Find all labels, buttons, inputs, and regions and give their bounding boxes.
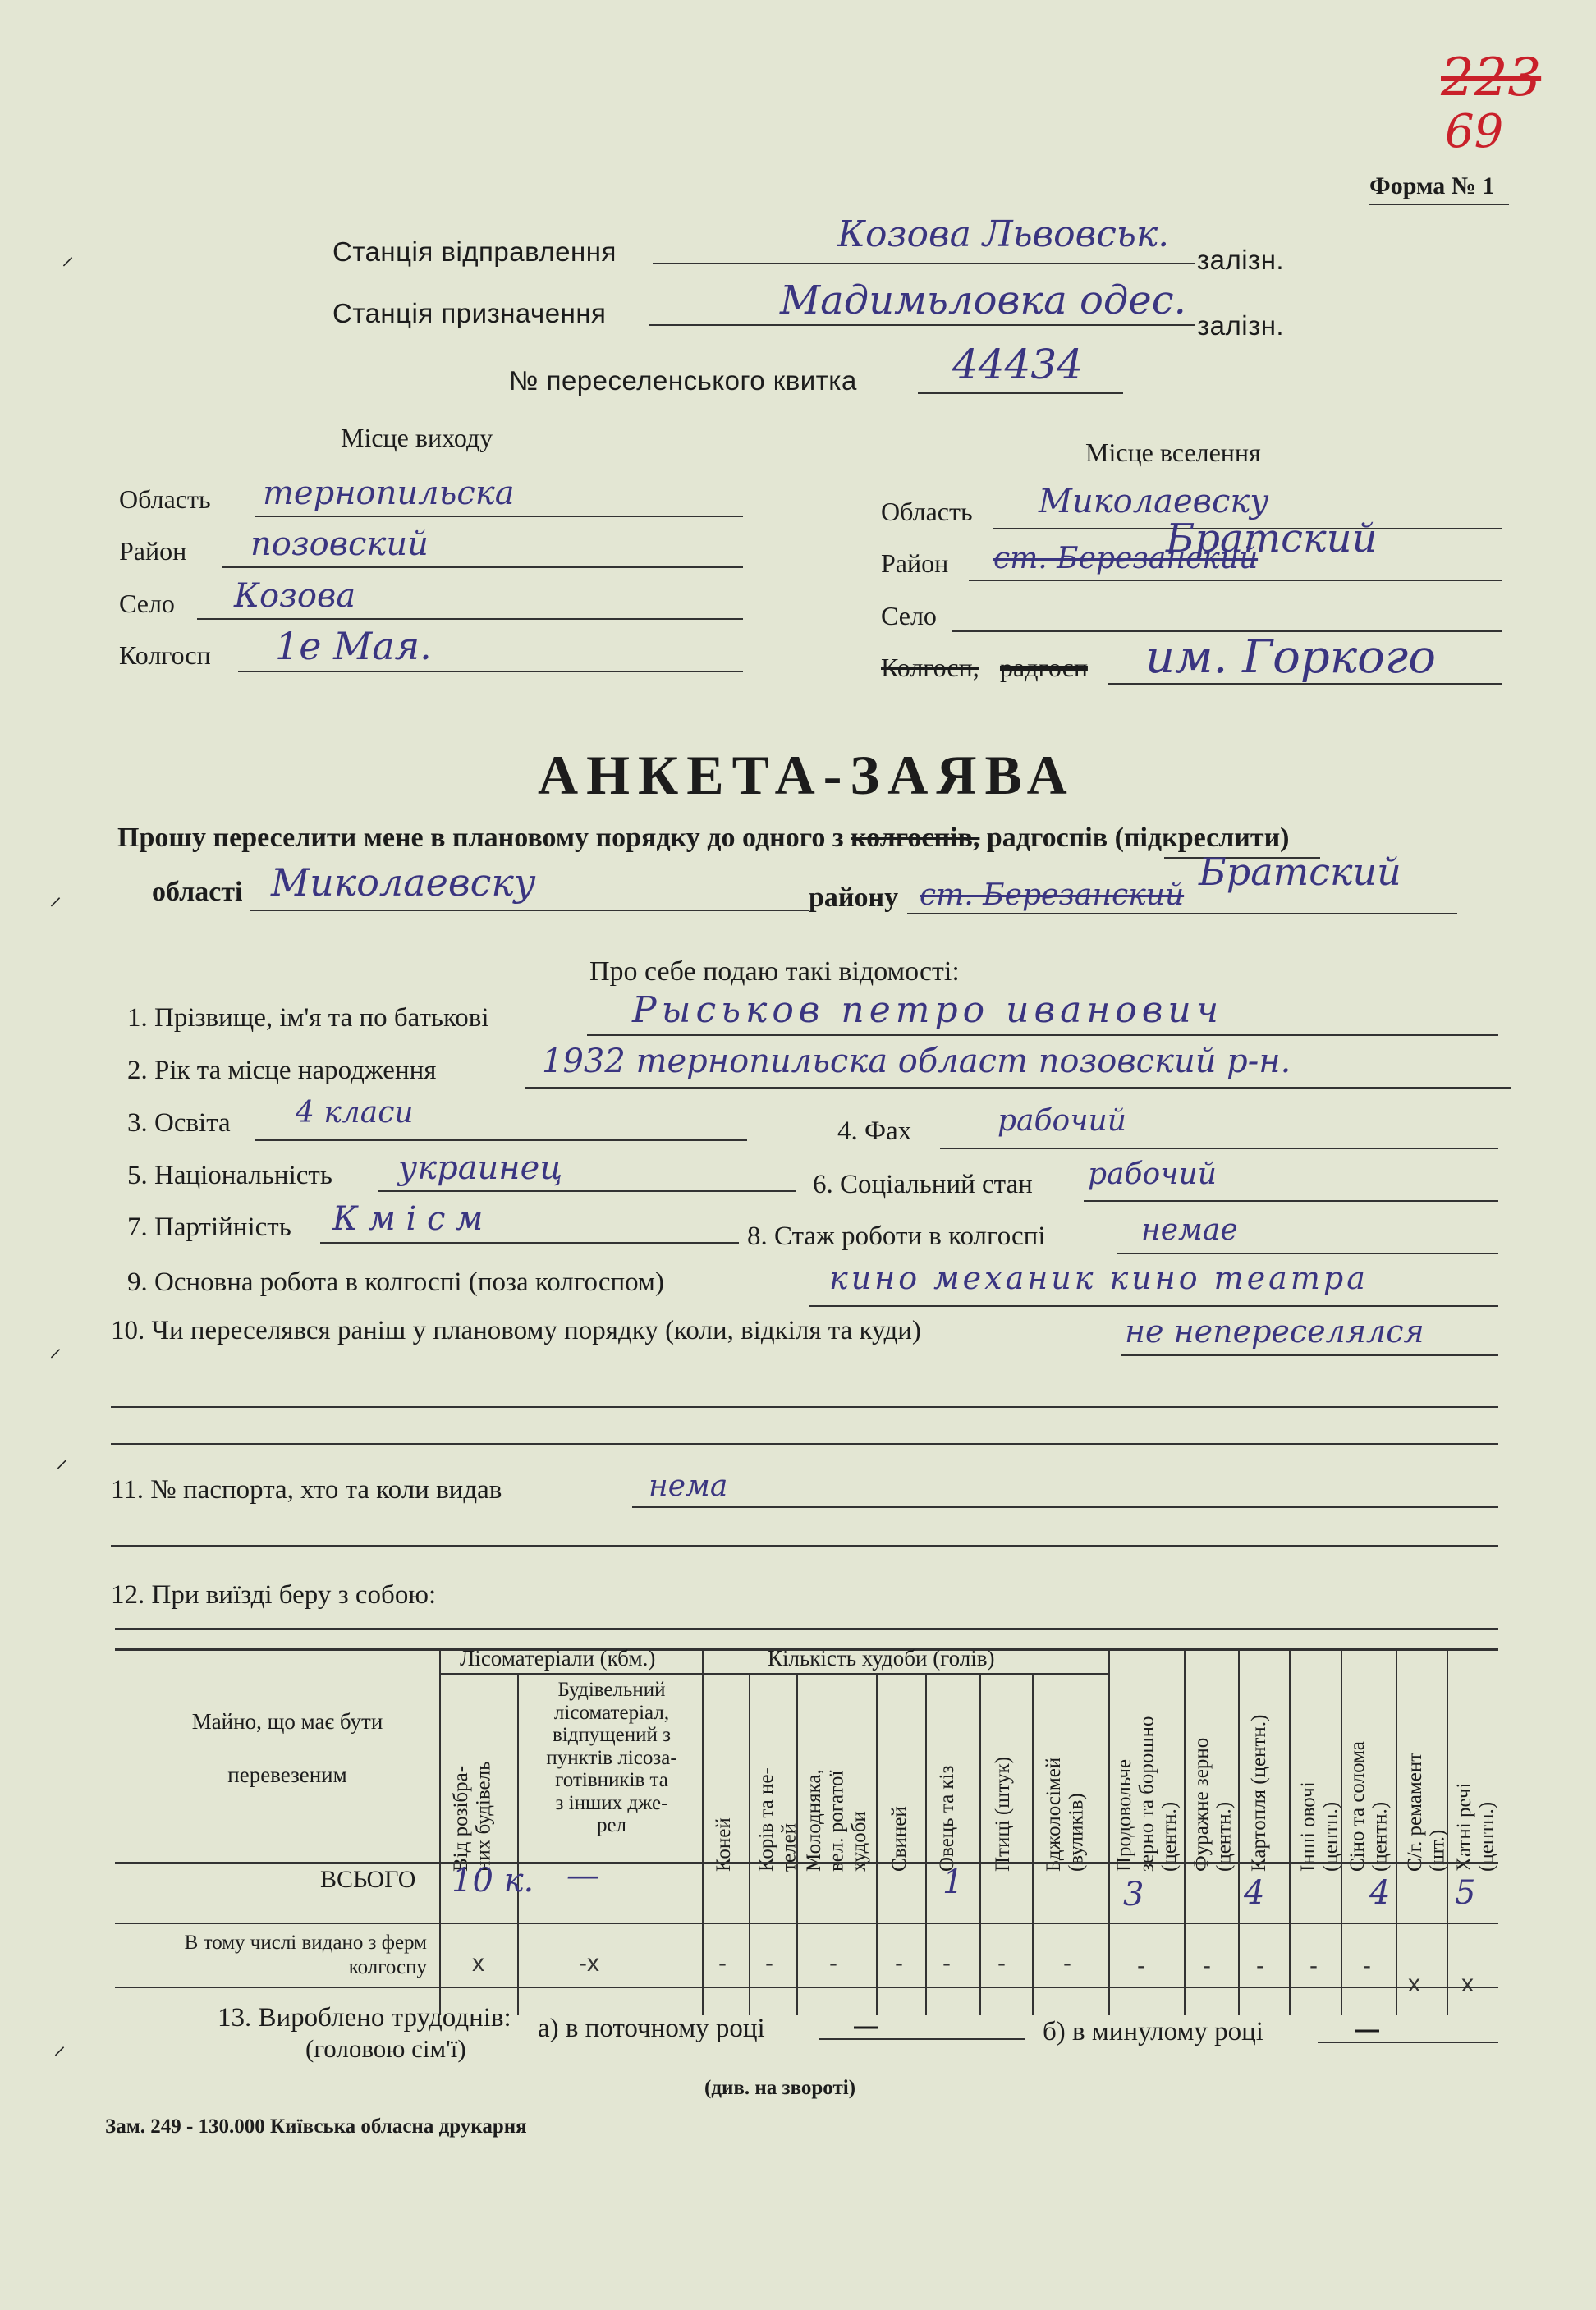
col-header-7: Овець та кіз xyxy=(936,1765,958,1872)
farm-cell-12: - xyxy=(1256,1952,1264,1979)
origin-selo-value: Козова xyxy=(234,577,356,615)
farm-cell-3: - xyxy=(718,1950,727,1977)
field-6-value: рабочий xyxy=(1088,1157,1217,1191)
total-cell-1: 10 к. xyxy=(452,1862,534,1900)
workdays-sublabel: (головою сім'ї) xyxy=(305,2034,466,2063)
field-8-value: немае xyxy=(1141,1213,1238,1247)
workdays-current-label: а) в поточному році xyxy=(538,2014,765,2043)
field-6-label: 6. Соціальний стан xyxy=(813,1170,1033,1199)
field-1-label: 1. Прізвище, ім'я та по батькові xyxy=(127,1003,489,1033)
col-header-9: Бджолосімей (вуликів) xyxy=(1043,1757,1088,1872)
total-cell-14: 4 xyxy=(1369,1874,1391,1912)
field-4-value: рабочий xyxy=(998,1104,1126,1138)
col-header-15: С/г. ремамент (шт.) xyxy=(1404,1752,1449,1872)
field-11-value: нема xyxy=(649,1469,728,1503)
request-oblast-value: Миколаевску xyxy=(271,860,536,905)
destination-selo-label: Село xyxy=(881,601,937,630)
col-header-5: Молодняка, вел. рогатої худоби xyxy=(803,1769,870,1872)
workdays-last-value: — xyxy=(1355,2016,1379,2043)
field-7-label: 7. Партійність xyxy=(127,1212,291,1242)
margin-mark: ⸝ xyxy=(62,243,74,270)
request-text xyxy=(117,823,1290,854)
col-header-8: Птиці (штук) xyxy=(992,1756,1014,1872)
form-number: Форма № 1 xyxy=(1369,172,1495,199)
total-cell-7: 1 xyxy=(942,1863,964,1901)
field-3-value: 4 класи xyxy=(296,1096,414,1130)
origin-raion-value: позовский xyxy=(250,525,429,563)
farm-cell-4: - xyxy=(765,1950,773,1977)
page-title: АНКЕТА-ЗАЯВА xyxy=(538,744,1075,806)
field-5-value: украинец xyxy=(398,1149,563,1187)
field-12-label: 12. При виїзді беру з собою: xyxy=(111,1580,437,1610)
table-row-farm-label: В тому числі видано з ферм колгоспу xyxy=(184,1932,427,1978)
farm-cell-11: - xyxy=(1203,1952,1211,1979)
table-row-header: Майно, що має бути перевезеним xyxy=(191,1709,383,1787)
destination-raion-value: Братский xyxy=(1166,516,1378,561)
farm-cell-10: - xyxy=(1137,1952,1145,1979)
field-1-value: Рыськов петро иванович xyxy=(632,989,1224,1031)
farm-cell-16: х xyxy=(1461,1970,1474,1997)
destination-kolhosp-value: им. Горкого xyxy=(1145,630,1436,684)
field-8-label: 8. Стаж роботи в колгоспі xyxy=(747,1221,1046,1251)
request-text-a: Прошу переселити мене в плановому порядку до одного з xyxy=(117,823,844,853)
col-header-14: Сіно та солома (центн.) xyxy=(1346,1741,1392,1872)
workdays-last-label: б) в минулому році xyxy=(1043,2017,1264,2046)
field-4-label: 4. Фах xyxy=(837,1116,912,1146)
table-group-lumber: Лісоматеріали (кбм.) xyxy=(460,1646,656,1671)
farm-cell-14: - xyxy=(1363,1952,1371,1979)
farm-cell-15: х xyxy=(1408,1970,1420,1997)
origin-raion-label: Район xyxy=(119,536,187,566)
printer-line: Зам. 249 - 130.000 Київська обласна друкарня xyxy=(105,2115,527,2138)
departure-value: Козова Львовськ. xyxy=(837,213,1170,255)
field-10-label: 10. Чи переселявся раніш у плановому порядку (коли, відкіля та куди) xyxy=(111,1316,921,1345)
origin-selo-label: Село xyxy=(119,589,175,618)
field-10-value: не непереселялся xyxy=(1125,1313,1424,1350)
col-header-4: Корів та не- телей xyxy=(755,1767,800,1872)
col-header-3: Коней xyxy=(713,1817,735,1872)
total-cell-10: 3 xyxy=(1123,1876,1144,1914)
destination-station-label: Станція призначення xyxy=(332,298,607,328)
workdays-label: 13. Вироблено трудоднів: xyxy=(218,2003,511,2033)
farm-cell-8: - xyxy=(998,1950,1006,1977)
archive-number-bottom: 69 xyxy=(1445,105,1504,158)
info-heading: Про себе подаю такі відомості: xyxy=(589,956,960,987)
table-group-livestock: Кількість худоби (голів) xyxy=(768,1646,995,1671)
origin-kolhosp-value: 1е Мая. xyxy=(275,624,432,668)
request-oblast-label: області xyxy=(152,877,243,907)
col-header-2: Будівельний лісоматеріал, відпущений з пунктів лісоза- готівників та з інших дже- рел xyxy=(546,1679,677,1836)
request-text-b: радгоспів (підкреслити) xyxy=(986,823,1290,853)
destination-station-suffix: залізн. xyxy=(1197,310,1285,341)
request-struck-kolhosp: колгоспів, xyxy=(851,823,980,853)
field-7-value: К м і с м xyxy=(332,1200,484,1238)
farm-cell-1: х xyxy=(472,1950,484,1977)
farm-cell-9: - xyxy=(1063,1950,1071,1977)
farm-cell-5: - xyxy=(829,1950,837,1977)
destination-kolhosp-label: Колгосп, xyxy=(881,653,979,682)
col-header-1: Від розібра- них будівель xyxy=(450,1761,495,1872)
col-header-6: Свиней xyxy=(888,1806,910,1872)
destination-raion-struck: ст. Березанский xyxy=(993,542,1259,575)
departure-label: Станція відправлення xyxy=(332,236,617,267)
field-2-label: 2. Рік та місце народження xyxy=(127,1056,437,1085)
request-raion-struck: ст. Березанский xyxy=(920,878,1185,912)
margin-mark: ⸝ xyxy=(49,883,62,910)
field-2-value: 1932 тернопильска област позовский р-н. xyxy=(542,1043,1291,1080)
field-11-label: 11. № паспорта, хто та коли видав xyxy=(111,1475,502,1505)
field-5-label: 5. Національність xyxy=(127,1161,332,1190)
farm-cell-13: - xyxy=(1309,1952,1318,1979)
see-reverse-note: (див. на звороті) xyxy=(704,2077,856,2099)
destination-oblast-value: Миколаевску xyxy=(1039,483,1269,520)
destination-oblast-label: Область xyxy=(881,497,973,526)
origin-heading: Місце виходу xyxy=(341,423,493,452)
margin-mark: ⸝ xyxy=(49,1335,62,1362)
field-9-value: кино механик кино театра xyxy=(829,1260,1369,1296)
farm-cell-7: - xyxy=(942,1950,951,1977)
request-raion-label: району xyxy=(809,882,899,913)
col-header-16: Хатні речі (центн.) xyxy=(1453,1782,1498,1872)
total-cell-16: 5 xyxy=(1455,1874,1476,1912)
field-3-label: 3. Освіта xyxy=(127,1108,231,1138)
destination-raion-label: Район xyxy=(881,548,949,578)
ticket-number: 44434 xyxy=(952,341,1084,388)
col-header-13: Інші овочі (центн.) xyxy=(1297,1781,1342,1872)
col-header-11: Фуражне зерно (центн.) xyxy=(1190,1737,1236,1872)
col-header-12: Картопля (центн.) xyxy=(1248,1714,1270,1872)
destination-radhosp-struck: радгосп xyxy=(1000,653,1088,682)
total-cell-2: — xyxy=(566,1857,599,1895)
farm-cell-6: - xyxy=(895,1950,903,1977)
col-header-10: Продовольче зерно та борошно (центн.) xyxy=(1113,1716,1181,1872)
destination-heading: Місце вселення xyxy=(1085,438,1261,467)
destination-station-value: Мадимьловка одес. xyxy=(780,277,1186,323)
margin-mark: ⸝ xyxy=(53,2033,66,2060)
origin-oblast-value: тернопильска xyxy=(263,474,515,512)
workdays-current-value: — xyxy=(854,2013,878,2040)
ticket-label: № переселенського квитка xyxy=(509,365,857,396)
origin-oblast-label: Область xyxy=(119,484,211,514)
origin-kolhosp-label: Колгосп xyxy=(119,640,211,670)
field-9-label: 9. Основна робота в колгоспі (поза колгоспом) xyxy=(127,1267,664,1297)
archive-number-top: 223 xyxy=(1441,48,1542,108)
departure-suffix: залізн. xyxy=(1197,245,1285,275)
request-raion-value: Братский xyxy=(1199,850,1401,894)
table-row-total-label: ВСЬОГО xyxy=(320,1866,416,1893)
margin-mark: ⸝ xyxy=(56,1446,68,1473)
total-cell-12: 4 xyxy=(1244,1874,1265,1912)
farm-cell-2: -х xyxy=(579,1950,599,1977)
